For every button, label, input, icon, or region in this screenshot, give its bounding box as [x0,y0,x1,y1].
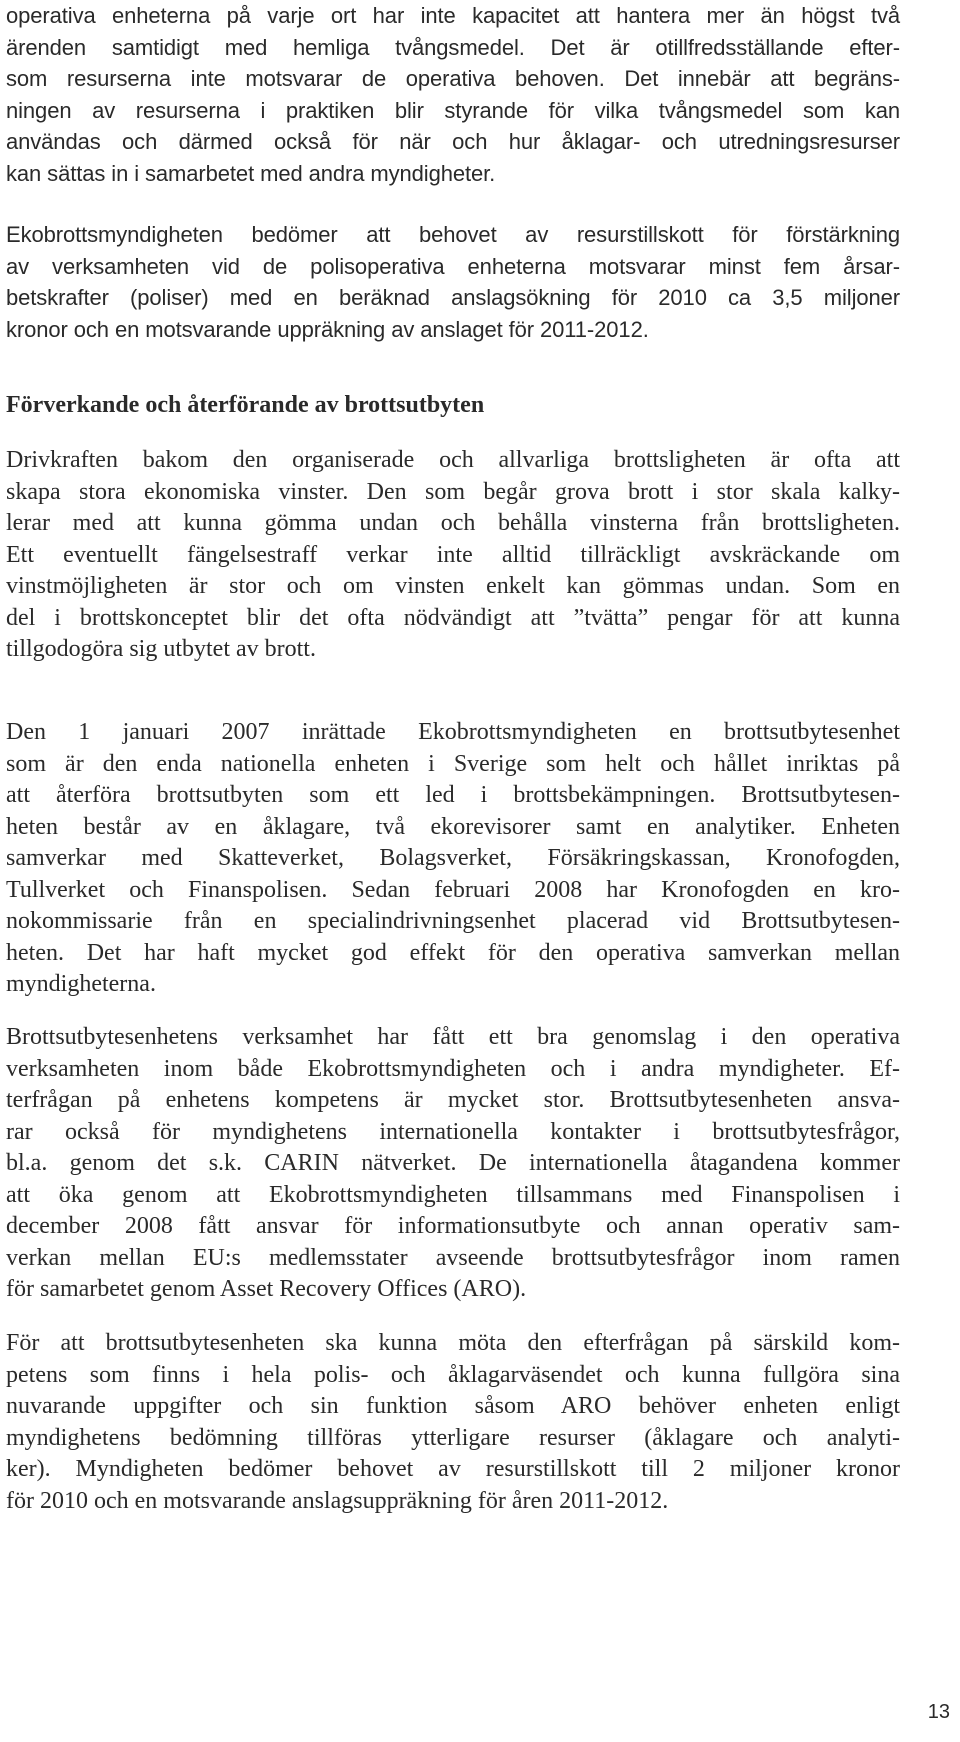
paragraph-brottsutbytesenhet [6,717,900,1001]
text-line: som resurserna inte motsvarar de operativa behoven. Det innebär att begräns- [6,66,900,91]
text-line: lerar med att kunna gömma undan och behålla vinsterna från brottsligheten. [6,510,900,536]
text-line: petens som finns i hela polis- och åklagarväsendet och kunna fullgöra sina [6,1361,900,1388]
text-line: skapa stora ekonomiska vinster. Den som begår grova brott i stor skala kalky- [6,478,900,505]
text-line: myndighetens bedömning tillföras ytterligare resurser (åklagare och analyti- [6,1424,900,1451]
text-line: samverkar med Skatteverket, Bolagsverket, Försäkringskassan, Kronofogden, [6,845,900,871]
text-line: nokommissarie från en specialindrivningsenhet placerad vid Brottsutbytesen- [6,908,900,934]
text-line: Drivkraften bakom den organiserade och allvarliga brottsligheten är ofta att [6,447,900,473]
text-line: nuvarande uppgifter och sin funktion såsom ARO behöver enheten enligt [6,1393,900,1419]
text-line: för 2010 och en motsvarande anslagsuppräkning för åren 2011-2012. [6,1487,669,1514]
text-line: för samarbetet genom Asset Recovery Offices (ARO). [6,1276,527,1302]
text-line: Tullverket och Finanspolisen. Sedan februari 2008 har Kronofogden en kro- [6,876,900,903]
section-heading: Förverkande och återförande av brottsutbyten [6,392,485,418]
text-line: som är den enda nationella enheten i Sverige som helt och hållet inriktas på [6,750,900,777]
text-line: Brottsutbytesenhetens verksamhet har fått ett bra genomslag i den operativa [6,1024,900,1050]
text-line: verksamheten inom både Ekobrottsmyndigheten och i andra myndigheter. Ef- [6,1055,900,1082]
text-line: rar också för myndighetens internationella kontakter i brottsutbytesfrågor, [6,1118,900,1145]
text-line: kan sättas in i samarbetet med andra myndigheter. [6,160,496,186]
paragraph-resource-constraints [6,0,900,189]
text-line: verkan mellan EU:s medlemsstater avseende brottsutbytesfrågor inom ramen [6,1244,900,1271]
text-line: december 2008 fått ansvar för informationsutbyte och annan operativ sam- [6,1213,900,1239]
text-line: operativa enheterna på varje ort har inte kapacitet att hantera mer än högst två [6,3,900,28]
text-line: att öka genom att Ekobrottsmyndigheten tillsammans med Finanspolisen i [6,1181,900,1208]
text-line: Ett eventuellt fängelsestraff verkar inte alltid tillräckligt avskräckande om [6,541,900,568]
text-line: betskrafter (poliser) med en beräknad anslagsökning för 2010 ca 3,5 miljoner [6,285,900,310]
text-line: del i brottskonceptet blir det ofta nödvändigt att ”tvätta” pengar för att kunna [6,604,900,631]
page-number: 13 [927,1701,950,1723]
paragraph-resurstillskott [6,1328,900,1517]
text-line: För att brottsutbytesenheten ska kunna möta den efterfrågan på särskild kom- [6,1330,900,1356]
text-line: av verksamheten vid de polisoperativa enheterna motsvarar minst fem årsar- [6,253,900,279]
paragraph-genomslag [6,1022,900,1306]
paragraph-resource-assessment [6,219,900,345]
text-line: Ekobrottsmyndigheten bedömer att behovet av resurstillskott för förstärkning [6,222,900,247]
text-line: ärenden samtidigt med hemliga tvångsmedel. Det är otillfredsställande efter- [6,34,900,60]
paragraph-driving-force [6,445,900,666]
text-line: kronor och en motsvarande uppräkning av anslaget för 2011-2012. [6,316,649,342]
text-line: ningen av resurserna i praktiken blir styrande för vilka tvångsmedel som kan [6,97,900,123]
text-line: heten består av en åklagare, två ekorevisorer samt en analytiker. Enheten [6,813,900,840]
text-line: tillgodogöra sig utbytet av brott. [6,636,316,662]
text-line: terfrågan på enhetens kompetens är mycket stor. Brottsutbytesenheten ansva- [6,1087,900,1113]
text-line: heten. Det har haft mycket god effekt för den operativa samverkan mellan [6,939,900,966]
text-line: användas och därmed också för när och hur åklagar- och utredningsresurser [6,129,900,154]
text-line: myndigheterna. [6,971,156,997]
text-line: att återföra brottsutbyten som ett led i brottsbekämpningen. Brottsutbytesen- [6,782,900,808]
text-line: ker). Myndigheten bedömer behovet av resurstillskott till 2 miljoner kronor [6,1456,900,1482]
text-line: bl.a. genom det s.k. CARIN nätverket. De internationella åtagandena kommer [6,1150,900,1176]
text-line: vinstmöjligheten är stor och om vinsten enkelt kan gömmas undan. Som en [6,573,900,599]
text-line: Den 1 januari 2007 inrättade Ekobrottsmyndigheten en brottsutbytesenhet [6,719,900,745]
